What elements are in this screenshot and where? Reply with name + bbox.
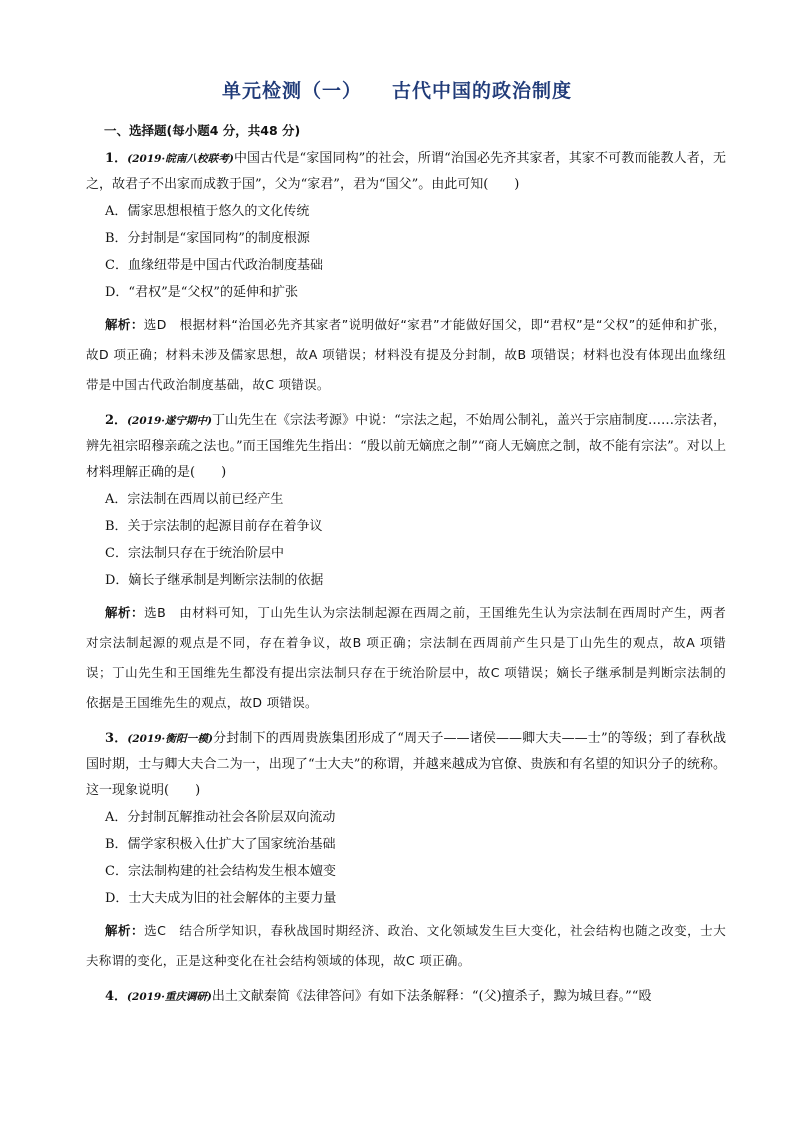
option-a: A．宗法制在西周以前已经产生 <box>105 492 284 507</box>
title-topic: 古代中国的政治制度 <box>392 80 573 102</box>
option-b: B．关于宗法制的起源目前存在着争议 <box>105 519 323 534</box>
page-title <box>0 76 794 103</box>
question-source: (2019·重庆调研) <box>127 991 212 1003</box>
option-a: A．儒家思想根植于悠久的文化传统 <box>105 204 310 219</box>
question-4 <box>86 984 726 1010</box>
question-source: (2019·遂宁期中) <box>127 415 212 427</box>
option-c: C．血缘纽带是中国古代政治制度基础 <box>105 258 323 273</box>
question-source: (2019·衡阳一模) <box>127 733 213 745</box>
question-stem: 分封制下的西周贵族集团形成了“周天子——诸侯——卿大夫——士”的等级；到了春秋战国时期，士与卿大夫合二为一，出现了“士大夫”的称谓，并越来越成为官僚、贵族和有名望的知识分子的统称。这一现象说明( ) <box>86 731 726 798</box>
analysis-text: 选C 结合所学知识，春秋战国时期经济、政治、文化领域发生巨大变化，社会结构也随之改变，士大夫称谓的变化，正是这种变化在社会结构领域的体现，故C 项正确。 <box>86 923 726 968</box>
question-number: 1． <box>105 151 128 166</box>
question-source: (2019·皖南八校联考) <box>127 153 234 165</box>
question-number: 3． <box>105 731 128 746</box>
question-stem: 出土文献秦简《法律答问》有如下法条解释：“(父)擅杀子，黥为城旦舂。”“殴 <box>211 989 652 1004</box>
analysis-label: 解析： <box>105 605 145 620</box>
analysis-label: 解析： <box>105 317 144 332</box>
option-d: D．嫡长子继承制是判断宗法制的依据 <box>105 573 324 588</box>
title-unit: 单元检测（一） <box>221 80 362 102</box>
analysis-text: 选D 根据材料“治国必先齐其家者”说明做好“家君”才能做好国父，即“君权”是“父权”的延伸和扩张，故D 项正确；材料未涉及儒家思想，故A 项错误；材料没有提及分封制，故B 项错误；材料也没有体现出血缘纽带是中国古代政治制度基础，故C 项错误。 <box>86 317 726 392</box>
option-d: D．士大夫成为旧的社会解体的主要力量 <box>105 891 337 906</box>
analysis-2 <box>86 598 726 718</box>
question-stem: 中国古代是“家国同构”的社会，所谓“治国必先齐其家者，其家不可教而能教人者，无之，故君子不出家而成教于国”，父为“家君”，君为“国父”。由此可知( ) <box>86 151 726 192</box>
option-b: B．儒学家积极入仕扩大了国家统治基础 <box>105 837 336 852</box>
question-number: 4． <box>105 989 128 1004</box>
question-stem: 丁山先生在《宗法考源》中说：“宗法之起，不始周公制礼，盖兴于宗庙制度……宗法者，辨先祖宗昭穆亲疏之法也。”而王国维先生指出：“殷以前无嫡庶之制”“商人无嫡庶之制，故不能有宗法”。对以上材料理解正确的是( ) <box>86 413 726 480</box>
question-1 <box>86 146 726 198</box>
option-b: B．分封制是“家国同构”的制度根源 <box>105 231 310 246</box>
question-list <box>86 146 726 1010</box>
question-number: 2． <box>105 413 128 428</box>
analysis-1 <box>86 310 726 400</box>
option-c: C．宗法制构建的社会结构发生根本嬗变 <box>105 864 336 879</box>
section-heading: 一、选择题(每小题4 分，共48 分) <box>104 123 301 138</box>
option-d: D．“君权”是“父权”的延伸和扩张 <box>105 285 299 300</box>
option-c: C．宗法制只存在于统治阶层中 <box>105 546 284 561</box>
question-2 <box>86 408 726 486</box>
question-3 <box>86 726 726 804</box>
option-a: A．分封制瓦解推动社会各阶层双向流动 <box>105 810 336 825</box>
analysis-text: 选B 由材料可知，丁山先生认为宗法制起源在西周之前，王国维先生认为宗法制在西周时产生，两者对宗法制起源的观点是不同，存在着争议，故B 项正确；宗法制在西周前产生只是丁山先生的观点，故A 项错误；丁山先生和王国维先生都没有提出宗法制只存在于统治阶层中，故C 项错误；嫡长子继承制是判断宗法制的依据是王国维先生的观点，故D 项错误。 <box>86 605 726 710</box>
analysis-label: 解析： <box>105 923 145 938</box>
analysis-3 <box>86 916 726 976</box>
